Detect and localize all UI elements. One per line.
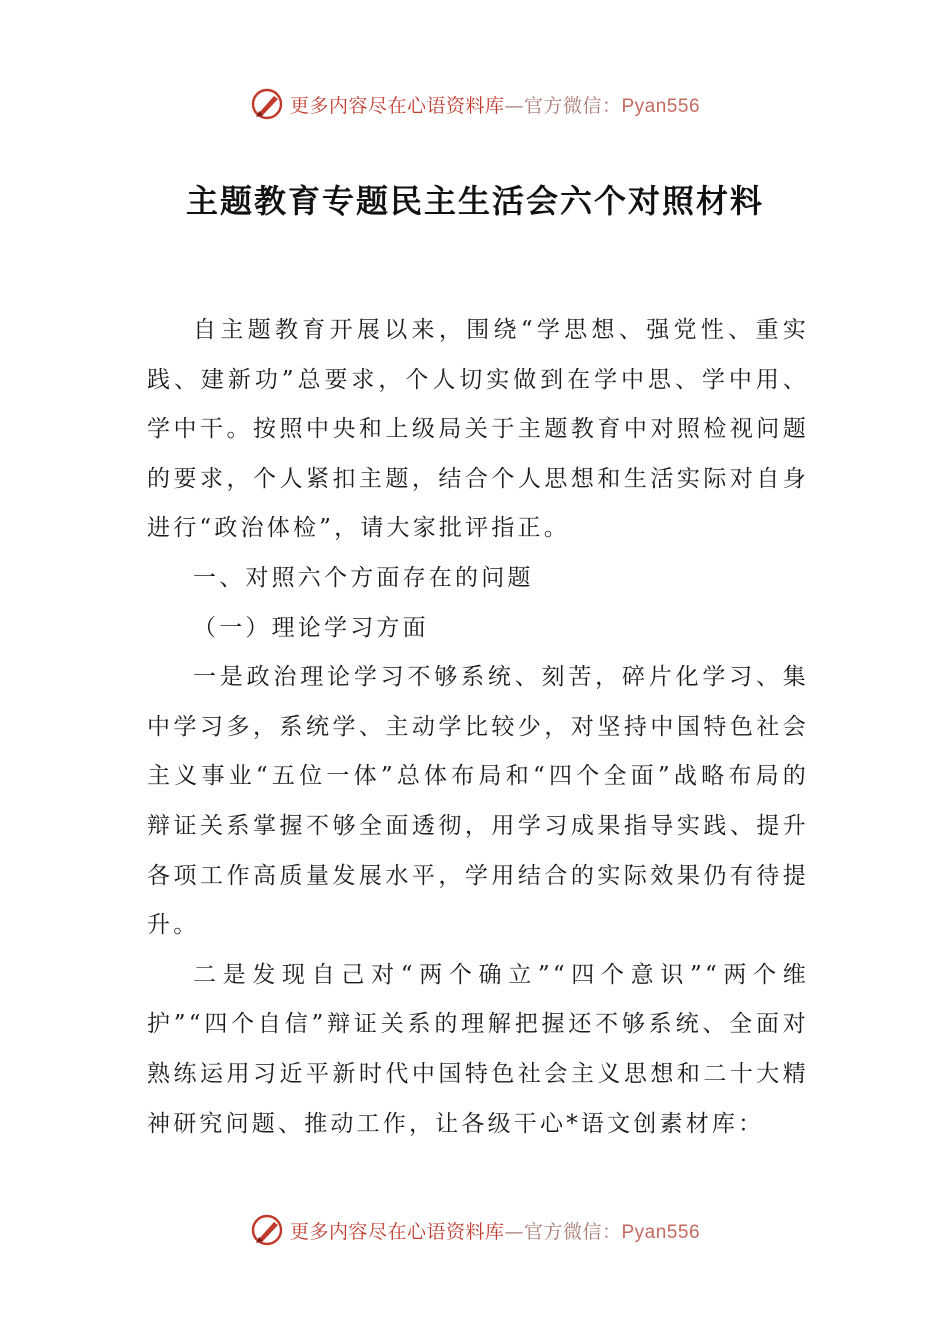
section-heading-1: 一、对照六个方面存在的问题 (193, 564, 534, 591)
pen-logo-icon (250, 1213, 284, 1247)
paragraph-point-2: 二是发现自己对“两个确立”“四个意识”“两个维护”“四个自信”辩证关系的理解把握还不够系统、全面对熟练运用习近平新时代中国特色社会主义思想和二十大精神研究问题、推动工作，让各级干心*语文创素材库： (147, 961, 809, 1137)
footer-banner-text: 更多内容尽在心语资料库—官方微信：Pyan556 (289, 1220, 701, 1243)
pen-logo-icon (250, 87, 284, 121)
document-body (147, 306, 809, 1149)
header-banner (0, 84, 950, 124)
header-banner-text: 更多内容尽在心语资料库—官方微信：Pyan556 (289, 94, 701, 117)
document-title: 主题教育专题民主生活会六个对照材料 (185, 182, 764, 220)
paragraph-point-1: 一是政治理论学习不够系统、刻苦，碎片化学习、集中学习多，系统学、主动学比较少，对坚持中国特色社会主义事业“五位一体”总体布局和“四个全面”战略布局的辩证关系掌握不够全面透彻，用学习成果指导实践、提升各项工作高质量发展水平，学用结合的实际效果仍有待提升。 (147, 664, 809, 939)
paragraph-intro: 自主题教育开展以来，围绕“学思想、强党性、重实践、建新功”总要求，个人切实做到在学中思、学中用、学中干。按照中央和上级局关于主题教育中对照检视问题的要求，个人紧扣主题，结合个人思想和生活实际对自身进行“政治体检”，请大家批评指正。 (147, 317, 809, 542)
footer-banner (0, 1210, 950, 1250)
subsection-heading-1: （一）理论学习方面 (193, 614, 429, 641)
